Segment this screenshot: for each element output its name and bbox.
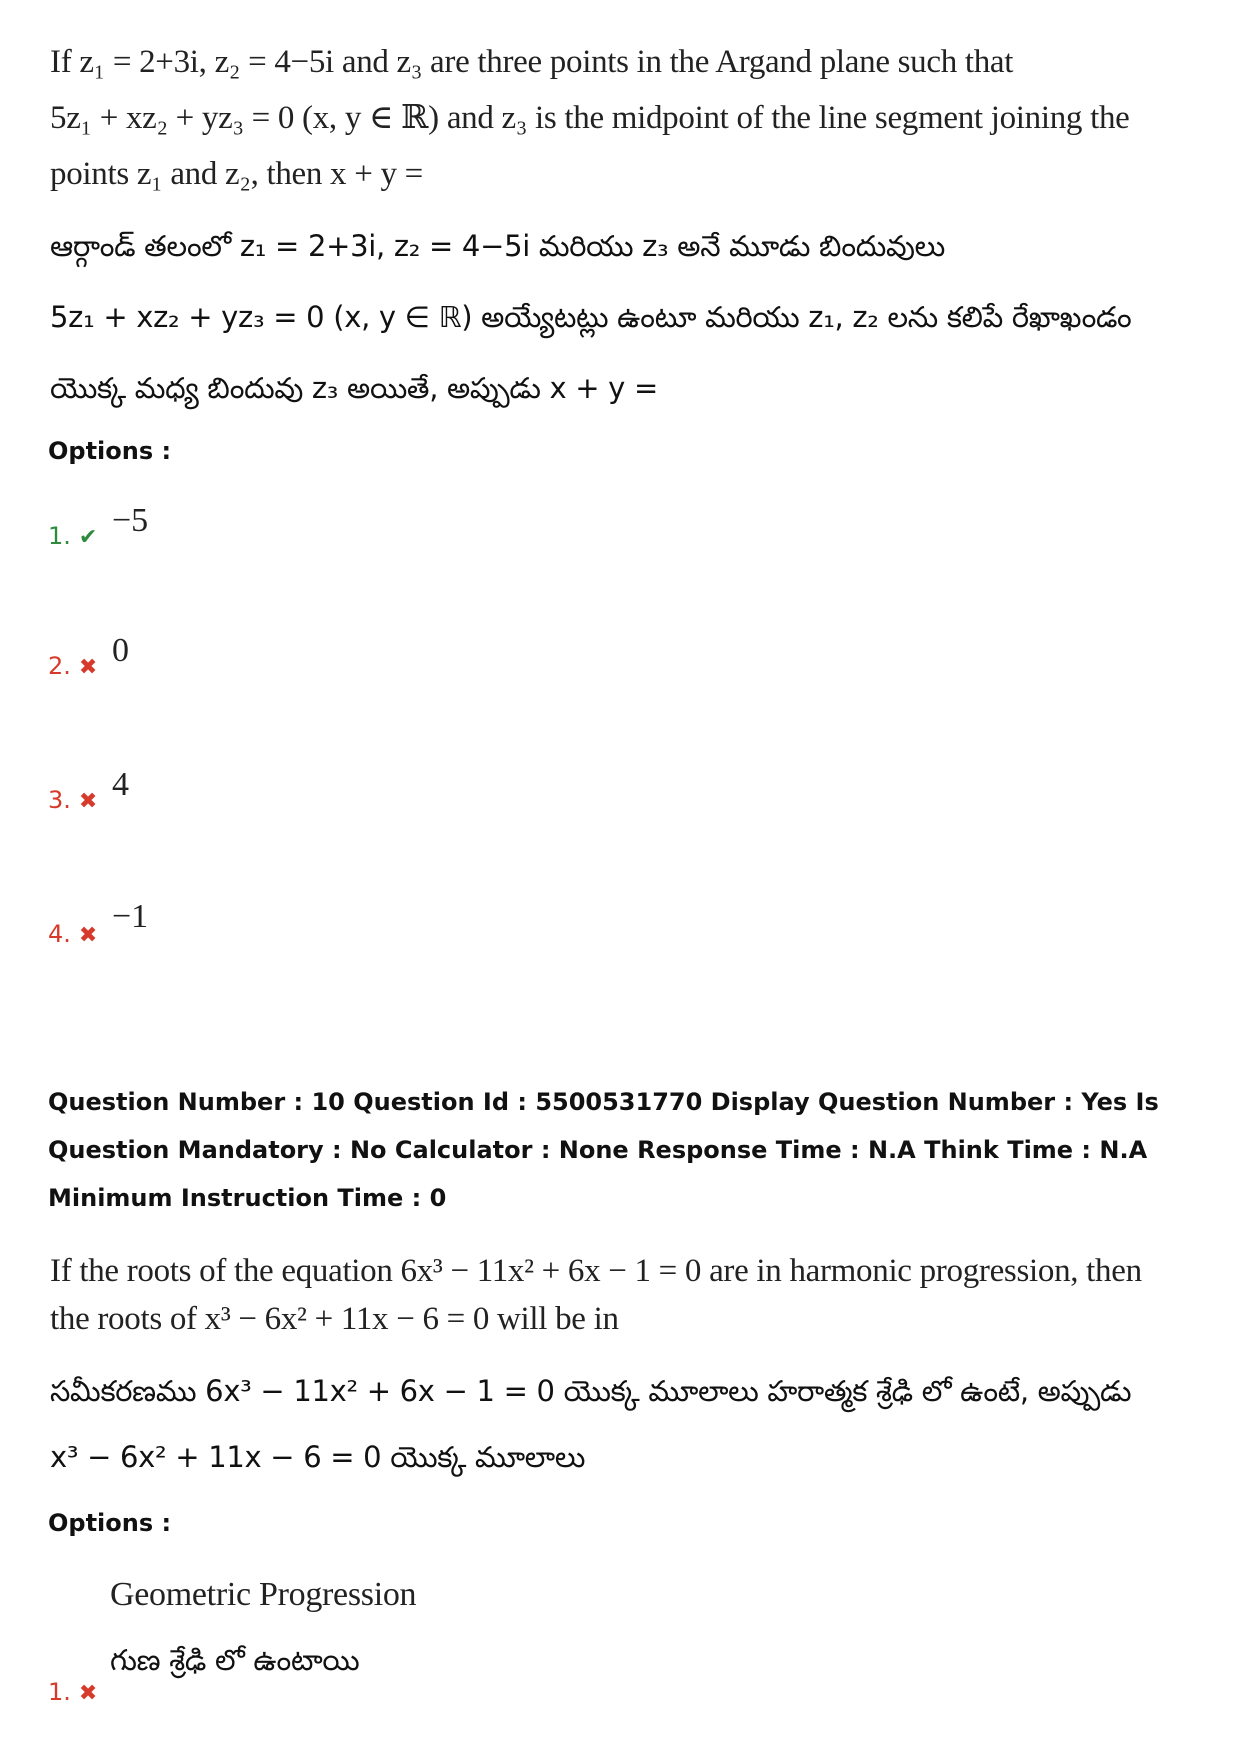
cross-icon: ✖ [78, 655, 98, 680]
q9-option-4-number [48, 920, 97, 948]
option-number: 3. [48, 786, 71, 814]
q10-option-1-number [48, 1678, 97, 1706]
q9-options-label: Options : [48, 437, 172, 465]
q9-option-2-value: 0 [112, 632, 129, 669]
q9-english-line-2: 5z₁ + xz₂ + yz₃ = 0 (x, y ∈ ℝ) and z₃ is the midpoint of the line segment joining the [50, 100, 1130, 136]
option-number: 1. [48, 1678, 71, 1706]
q9-option-1-number [48, 522, 97, 550]
q9-telugu-line-1: ఆర్గాండ్ తలంలో z₁ = 2+3i, z₂ = 4−5i మరియు z₃ అనే మూడు బిందువులు [50, 229, 945, 263]
cross-icon: ✖ [78, 1681, 98, 1706]
option-number: 1. [48, 522, 71, 550]
cross-icon: ✖ [78, 789, 98, 814]
option-number: 4. [48, 920, 71, 948]
checkmark-icon: ✔ [78, 525, 98, 550]
q10-meta-info: Question Number : 10 Question Id : 5500531770 Display Question Number : Yes Is Question Mandatory : No Calculator : None Response Time : N.A Think Time : N.A Minimum Instruction Time : 0 [48, 1088, 1159, 1212]
q10-english-line-2: the roots of x³ − 6x² + 11x − 6 = 0 will be in [50, 1301, 619, 1337]
q10-telugu-line-1: సమీకరణము 6x³ − 11x² + 6x − 1 = 0 యొక్క మూలాలు హరాత్మక శ్రేఢి లో ఉంటే, అప్పుడు [50, 1374, 1132, 1408]
option-number: 2. [48, 652, 71, 680]
q10-options-label: Options : [48, 1509, 172, 1537]
q9-english-line-1: If z₁ = 2+3i, z₂ = 4−5i and z₃ are three points in the Argand plane such that [50, 44, 1014, 80]
q9-telugu-line-3: యొక్క మధ్య బిందువు z₃ అయితే, అప్పుడు x + y = [50, 371, 658, 405]
q9-telugu-line-2: 5z₁ + xz₂ + yz₃ = 0 (x, y ∈ ℝ) అయ్యేటట్లు ఉంటూ మరియు z₁, z₂ లను కలిపే రేఖాఖండం [50, 300, 1132, 334]
q9-english-line-3: points z₁ and z₂, then x + y = [50, 156, 423, 192]
cross-icon: ✖ [78, 923, 98, 948]
q9-option-4-value: −1 [112, 898, 149, 935]
q10-option-1-telugu: గుణ శ్రేఢి లో ఉంటాయి [110, 1643, 360, 1677]
q9-option-3-number [48, 786, 97, 814]
q9-option-1-value: −5 [112, 502, 149, 539]
q10-english-line-1: If the roots of the equation 6x³ − 11x² + 6x − 1 = 0 are in harmonic progression, then [50, 1253, 1142, 1289]
q10-option-1-english: Geometric Progression [110, 1576, 417, 1613]
q9-option-3-value: 4 [112, 766, 129, 803]
q10-telugu-line-2: x³ − 6x² + 11x − 6 = 0 యొక్క మూలాలు [50, 1440, 586, 1474]
q9-option-2-number [48, 652, 97, 680]
